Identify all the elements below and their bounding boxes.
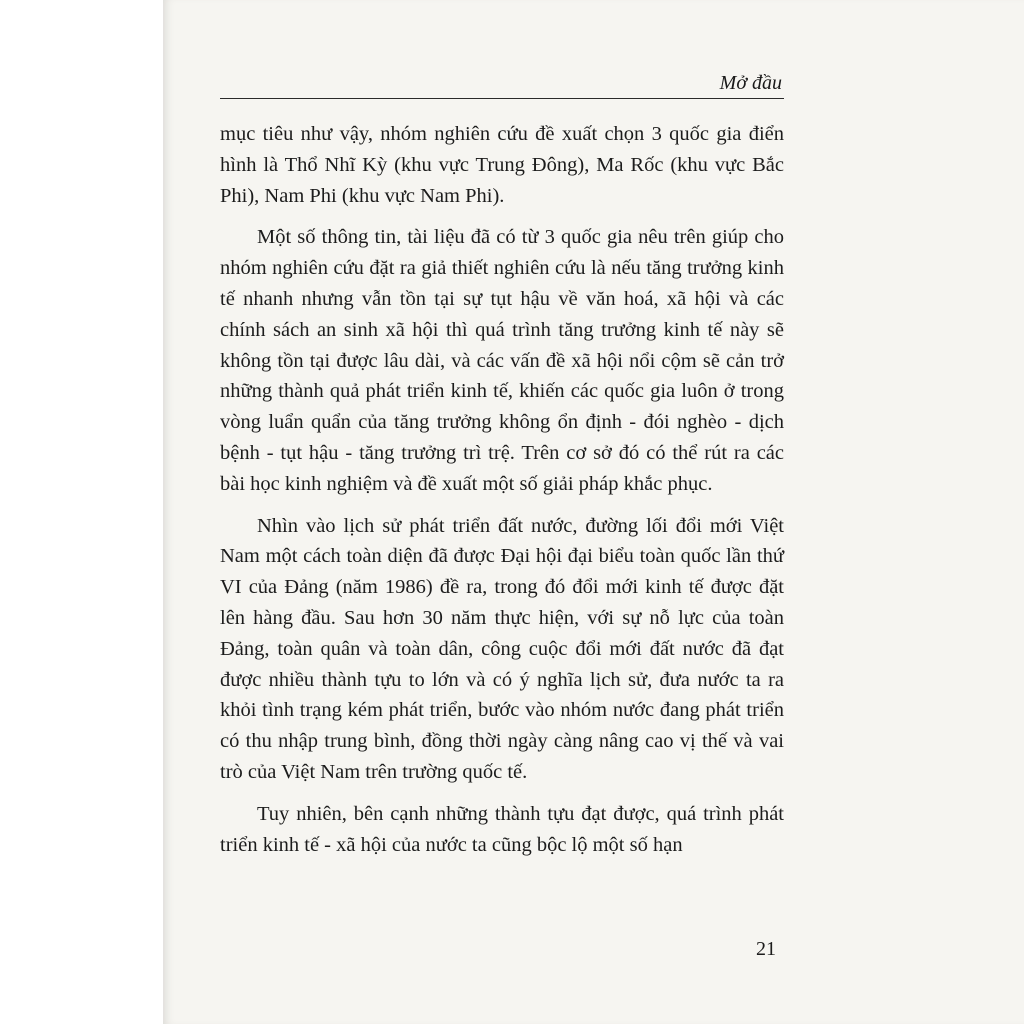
page-number: 21 <box>756 938 776 960</box>
paragraph-1: mục tiêu như vậy, nhóm nghiên cứu đề xuất chọn 3 quốc gia điển hình là Thổ Nhĩ Kỳ (khu vực Trung Đông), Ma Rốc (khu vực Bắc Phi), Nam Phi (khu vực Nam Phi). <box>220 123 784 207</box>
paragraph-4: Tuy nhiên, bên cạnh những thành tựu đạt được, quá trình phát triển kinh tế - xã hội của nước ta cũng bộc lộ một số hạn <box>220 802 784 856</box>
paragraph-3: Nhìn vào lịch sử phát triển đất nước, đường lối đổi mới Việt Nam một cách toàn diện đã được Đại hội đại biểu toàn quốc lần thứ VI của Đảng (năm 1986) đề ra, trong đó đổi mới kinh tế được đặt lên hàng đầu. Sau hơn 30 năm thực hiện, với sự nỗ lực của toàn Đảng, toàn quân và toàn dân, công cuộc đổi mới đất nước đã đạt được nhiều thành tựu to lớn và có ý nghĩa lịch sử, đưa nước ta ra khỏi tình trạng kém phát triển, bước vào nhóm nước đang phát triển có thu nhập trung bình, đồng thời ngày càng nâng cao vị thế và vai trò của Việt Nam trên trường quốc tế. <box>220 514 784 783</box>
chapter-title: Mở đầu <box>719 72 782 94</box>
body-text <box>220 119 784 871</box>
paragraph-2: Một số thông tin, tài liệu đã có từ 3 quốc gia nêu trên giúp cho nhóm nghiên cứu đặt ra giả thiết nghiên cứu là nếu tăng trưởng kinh tế nhanh nhưng vẫn tồn tại sự tụt hậu về văn hoá, xã hội và các chính sách an sinh xã hội thì quá trình tăng trưởng kinh tế này sẽ không tồn tại được lâu dài, và các vấn đề xã hội nổi cộm sẽ cản trở những thành quả phát triển kinh tế, khiến các quốc gia luôn ở trong vòng luẩn quẩn của tăng trưởng không ổn định - đói nghèo - dịch bệnh - tụt hậu - tăng trưởng trì trệ. Trên cơ sở đó có thể rút ra các bài học kinh nghiệm và đề xuất một số giải pháp khắc phục. <box>220 226 784 495</box>
running-header <box>220 68 784 99</box>
